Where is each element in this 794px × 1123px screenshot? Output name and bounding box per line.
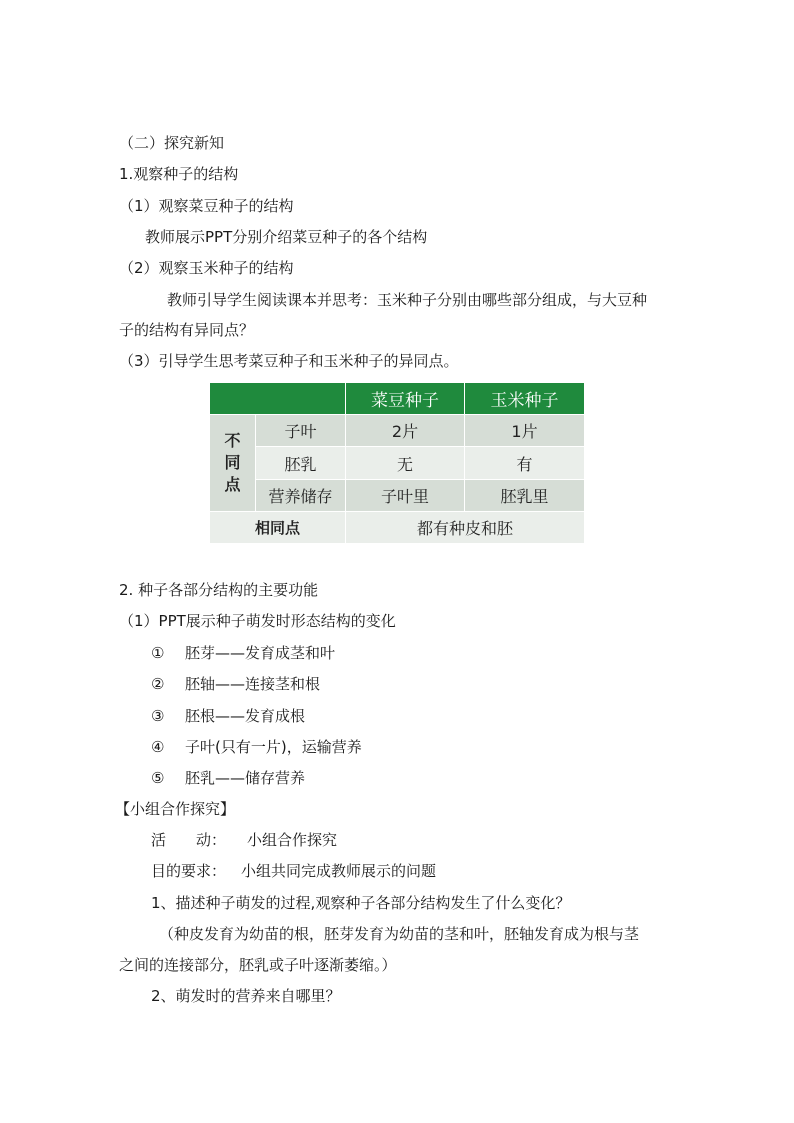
list-item (151, 706, 305, 726)
diff-label-char: 点 (224, 475, 241, 494)
activity-line (151, 830, 337, 850)
question-2: 2、萌发时的营养来自哪里？ (151, 987, 341, 1005)
bean-value: 无 (346, 447, 465, 480)
section-title: （二）探究新知 (119, 134, 225, 152)
row-name: 胚乳 (256, 447, 346, 480)
corn-value: 有 (465, 447, 585, 480)
diff-label-char: 不 (224, 431, 241, 450)
list-number: ① (151, 644, 165, 662)
goal-label: 目的要求： (151, 862, 227, 880)
item1-2-heading: （2）观察玉米种子的结构 (119, 259, 294, 277)
item2-1-heading: （1）PPT展示种子萌发时形态结构的变化 (119, 612, 396, 630)
list-item (151, 643, 335, 663)
table-header-corn: 玉米种子 (465, 383, 585, 415)
activity-label: 活 动： (151, 831, 227, 849)
row-name: 子叶 (256, 415, 346, 447)
goal-value: 小组共同完成教师展示的问题 (241, 862, 437, 880)
bean-value: 2片 (346, 415, 465, 447)
list-item (151, 768, 305, 788)
item1-2-description-line2: 子的结构有异同点？ (119, 321, 255, 339)
answer-1-line2: 之间的连接部分，胚乳或子叶逐渐萎缩。） (119, 956, 397, 974)
list-item (151, 737, 362, 757)
list-text: 胚轴——连接茎和根 (185, 675, 321, 693)
row-name: 营养储存 (256, 480, 346, 512)
table-row (210, 415, 585, 447)
activity-value: 小组合作探究 (247, 831, 338, 849)
table-row (210, 480, 585, 512)
list-text: 胚芽——发育成茎和叶 (185, 644, 336, 662)
item1-1-description: 教师展示PPT分别介绍菜豆种子的各个结构 (145, 228, 428, 246)
list-number: ④ (151, 738, 165, 756)
table-header-bean: 菜豆种子 (346, 383, 465, 415)
item1-3-heading: （3）引导学生思考菜豆种子和玉米种子的异同点。 (119, 352, 459, 370)
list-text: 胚根——发育成根 (185, 707, 306, 725)
item2-title: 2. 种子各部分结构的主要功能 (119, 581, 319, 599)
same-value: 都有种皮和胚 (346, 512, 585, 544)
table-row (210, 447, 585, 480)
diff-label-char: 同 (224, 453, 241, 472)
list-number: ② (151, 675, 165, 693)
table-header-blank (210, 383, 346, 415)
answer-1-line1: （种皮发育为幼苗的根，胚芽发育为幼苗的茎和叶，胚轴发育成为根与茎 (159, 925, 640, 943)
item1-1-heading: （1）观察菜豆种子的结构 (119, 197, 294, 215)
group-title: 【小组合作探究】 (115, 800, 236, 818)
bean-value: 子叶里 (346, 480, 465, 512)
list-number: ③ (151, 707, 165, 725)
item1-title: 1.观察种子的结构 (119, 165, 239, 183)
goal-line (151, 861, 436, 881)
list-number: ⑤ (151, 769, 165, 787)
list-text: 子叶(只有一片)，运输营养 (185, 738, 362, 756)
comparison-table (209, 382, 585, 544)
list-text: 胚乳——储存营养 (185, 769, 306, 787)
table-header-row (210, 383, 585, 415)
item1-2-description-line1: 教师引导学生阅读课本并思考：玉米种子分别由哪些部分组成，与大豆种 (167, 291, 648, 309)
question-1: 1、描述种子萌发的过程,观察种子各部分结构发生了什么变化？ (151, 894, 571, 912)
same-label: 相同点 (210, 512, 346, 544)
list-item (151, 674, 320, 694)
corn-value: 1片 (465, 415, 585, 447)
corn-value: 胚乳里 (465, 480, 585, 512)
diff-label (210, 415, 256, 512)
table-row (210, 512, 585, 544)
